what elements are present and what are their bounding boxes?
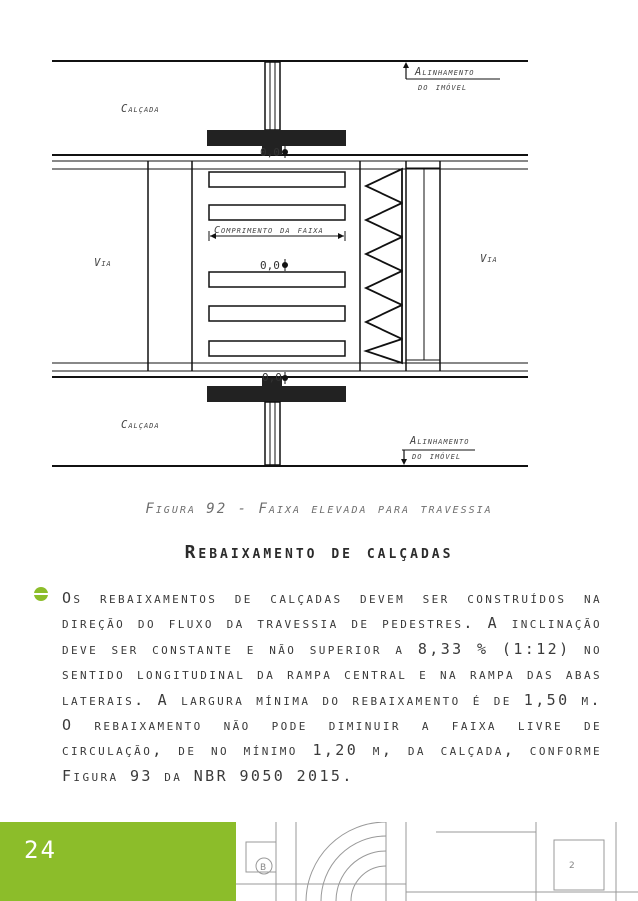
bottom-post xyxy=(265,402,280,465)
sidewalk-top-label: Calçada xyxy=(121,103,160,115)
level-center-label: 0,0 xyxy=(260,259,280,272)
footer-floorplan-drawing xyxy=(236,822,638,901)
body-paragraph: Os rebaixamentos de calçadas devem ser construídos na direção do fluxo da travessia de pedestres. A inclinação deve ser constante e não superior a 8,33 % (1:12) no sentido longitudinal da rampa central e na rampa das abas laterais. A largura mínima do rebaixamento é de 1,50 m. O rebaixamento não pode diminuir a faixa livre de circulação, de no mínimo 1,20 m, da calçada, conforme Figura 93 da NBR 9050 2015. xyxy=(62,589,602,785)
alignment-arrow-bottom xyxy=(401,435,475,465)
alignment-bottom-label-2: do imóvel xyxy=(412,450,462,462)
level-bottom-label: 0,0 xyxy=(262,371,282,384)
crossing-length-dimension xyxy=(209,225,345,241)
top-curb xyxy=(52,155,528,169)
top-post xyxy=(265,62,280,130)
drawing-label-2: 2 xyxy=(569,861,575,871)
level-marker-top xyxy=(260,146,288,159)
figure-caption: Figura 92 - Faixa elevada para travessia xyxy=(145,501,493,513)
crossing-length-label: Comprimento da faixa xyxy=(214,225,324,236)
ramp-triangles xyxy=(366,169,402,363)
level-top-label: 0,0 xyxy=(260,146,280,159)
alignment-top-label-2: do imóvel xyxy=(418,81,468,93)
level-marker-bottom xyxy=(262,371,288,384)
sidewalk-bottom-label: Calçada xyxy=(121,419,160,431)
bottom-curb xyxy=(52,363,528,377)
bullet-icon xyxy=(34,587,48,601)
alignment-arrow-top xyxy=(403,62,500,93)
section-title: Rebaixamento de calçadas xyxy=(184,542,454,563)
road-right-label: Via xyxy=(480,253,498,265)
alignment-top-label-1: Alinhamento xyxy=(415,66,475,78)
level-marker-center xyxy=(260,259,288,272)
alignment-bottom-label-1: Alinhamento xyxy=(410,435,470,447)
drawing-label-b: B xyxy=(260,863,267,873)
page-number: 24 xyxy=(24,836,57,864)
road-left-label: Via xyxy=(94,257,112,269)
